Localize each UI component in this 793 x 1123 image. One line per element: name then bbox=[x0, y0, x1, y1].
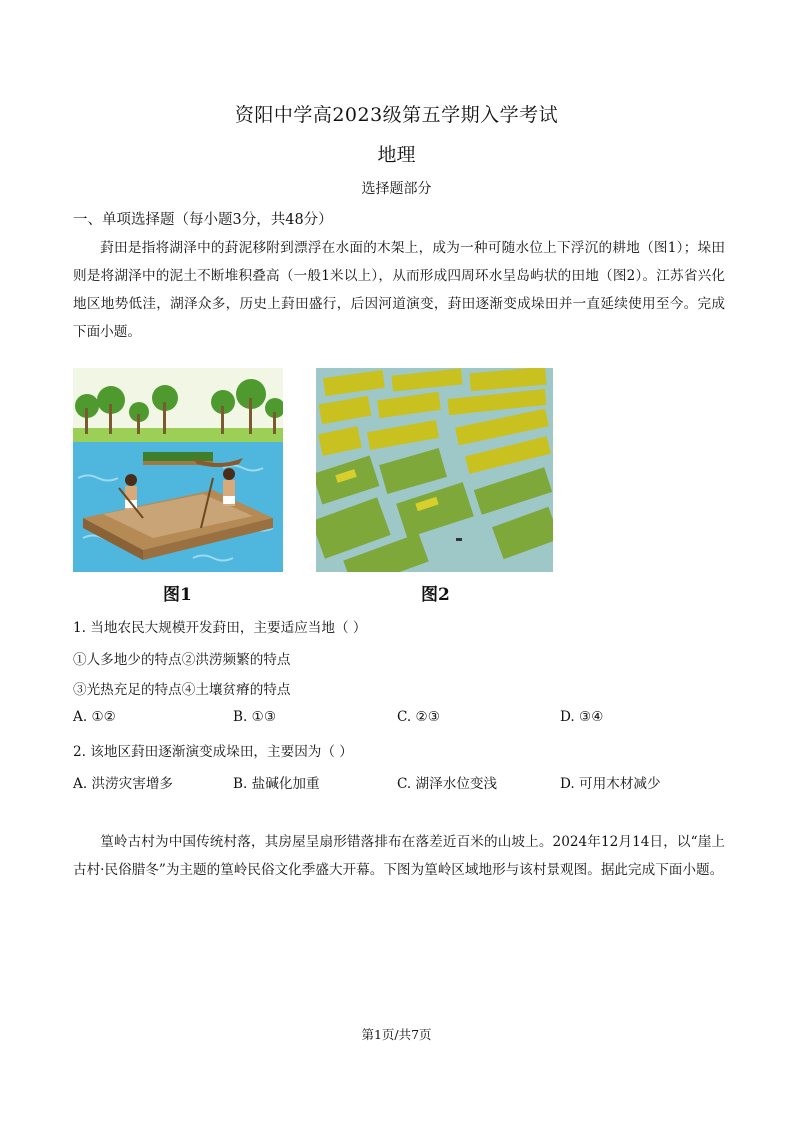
part-heading: 选择题部分 bbox=[361, 181, 432, 197]
floating-field-drawing bbox=[73, 368, 283, 572]
exam-title: 资阳中学高2023级第五学期入学考试 bbox=[234, 104, 559, 126]
page-footer: 第1页/共7页 bbox=[361, 1027, 432, 1042]
question-1-statements-b: ③光热充足的特点④土壤贫瘠的特点 bbox=[73, 682, 291, 698]
q2-option-a[interactable]: A. 洪涝灾害增多 bbox=[73, 776, 174, 792]
passage-huangling: 篁岭古村为中国传统村落，其房屋呈扇形错落排布在落差近百米的山坡上。2024年12月14日，以“崖上古村·民俗腊冬”为主题的篁岭民俗文化季盛大开幕。下图为篁岭区域地形与该村景观图。据此完成下面小题。 bbox=[73, 834, 725, 878]
figure-2-duotian-aerial-photo bbox=[316, 368, 553, 572]
question-2-stem: 2. 该地区葑田逐渐演变成垛田，主要因为（ ） bbox=[73, 744, 353, 760]
question-1-statements-a: ①人多地少的特点②洪涝频繁的特点 bbox=[73, 652, 291, 668]
q2-option-b[interactable]: B. 盐碱化加重 bbox=[233, 776, 320, 792]
q1-option-c[interactable]: C. ②③ bbox=[397, 709, 440, 725]
q1-option-a[interactable]: A. ①② bbox=[73, 709, 116, 725]
duotian-aerial-drawing bbox=[316, 368, 553, 572]
figure-1-floating-field-illustration bbox=[73, 368, 283, 572]
figure-2-caption: 图2 bbox=[421, 585, 450, 605]
q2-option-d[interactable]: D. 可用木材减少 bbox=[560, 776, 661, 792]
figure-1-caption: 图1 bbox=[163, 585, 192, 605]
passage-fentian: 葑田是指将湖泽中的葑泥移附到漂浮在水面的木架上，成为一种可随水位上下浮沉的耕地（图1）；垛田则是将湖泽中的泥土不断堆积叠高（一般1米以上），从而形成四周环水呈岛屿状的田地（图2）。江苏省兴化地区地势低洼，湖泽众多，历史上葑田盛行，后因河道演变，葑田逐渐变成垛田并一直延续使用至今。完成下面小题。 bbox=[73, 240, 725, 340]
subject-title: 地理 bbox=[377, 144, 416, 166]
section-heading: 一、单项选择题（每小题3分，共48分） bbox=[73, 212, 333, 228]
q1-option-b[interactable]: B. ①③ bbox=[233, 709, 277, 725]
q1-option-d[interactable]: D. ③④ bbox=[560, 709, 604, 725]
question-1-stem: 1. 当地农民大规模开发葑田，主要适应当地（ ） bbox=[73, 620, 367, 636]
q2-option-c[interactable]: C. 湖泽水位变浅 bbox=[397, 776, 498, 792]
